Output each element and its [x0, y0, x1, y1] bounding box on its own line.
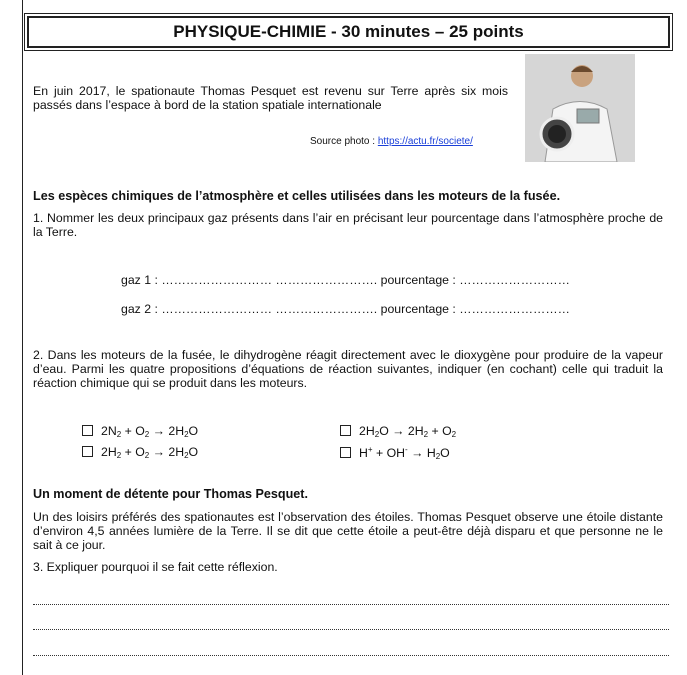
- answer-gaz2[interactable]: gaz 2 : ……………………… ……………………. pourcentage : ………………………: [121, 302, 570, 316]
- section2-heading: Un moment de détente pour Thomas Pesquet.: [33, 487, 308, 501]
- checkbox-c[interactable]: [82, 446, 93, 457]
- option-c[interactable]: $2H_2 + O_2 \to 2H_2O$: [82, 445, 198, 460]
- checkbox-b[interactable]: [340, 425, 351, 436]
- checkbox-d[interactable]: [340, 447, 351, 458]
- page-title: PHYSIQUE-CHIMIE - 30 minutes – 25 points: [27, 16, 670, 48]
- checkbox-a[interactable]: [82, 425, 93, 436]
- answer-line[interactable]: [33, 628, 669, 630]
- astronaut-illustration: [525, 54, 635, 162]
- source-label: Source photo :: [310, 136, 376, 147]
- section1-heading: Les espèces chimiques de l’atmosphère et celles utilisées dans les moteurs de la fusée.: [33, 189, 561, 203]
- answer-gaz1[interactable]: gaz 1 : ……………………… ……………………. pourcentage : ………………………: [121, 273, 570, 287]
- answer-line[interactable]: [33, 654, 669, 656]
- option-d[interactable]: $H^+ + OH^- \to H_2O$: [340, 445, 450, 461]
- question-3: 3. Expliquer pourquoi il se fait cette réflexion.: [33, 560, 278, 574]
- astronaut-photo: [525, 54, 635, 162]
- source-link[interactable]: https://actu.fr/societe/: [377, 136, 473, 147]
- photo-source: [310, 136, 473, 147]
- answer-line[interactable]: [33, 603, 669, 605]
- intro-text: En juin 2017, le spationaute Thomas Pesquet est revenu sur Terre après six mois passés dans l’espace à bord de la station spatiale internationale: [33, 84, 508, 112]
- question-2: 2. Dans les moteurs de la fusée, le dihydrogène réagit directement avec le dioxygène pour produire de la vapeur d’eau. Parmi les quatre propositions d’équations de réaction suivantes, indiquer (en cochant) celle qui traduit la réaction chimique qui se produit dans les moteurs.: [33, 348, 663, 390]
- question-1: 1. Nommer les deux principaux gaz présents dans l’air en précisant leur pourcentage dans l’atmosphère proche de la Terre.: [33, 211, 663, 239]
- option-a[interactable]: $2N_2 + O_2 \to 2H_2O$: [82, 424, 198, 439]
- section2-text: Un des loisirs préférés des spationautes est l’observation des étoiles. Thomas Pesquet observe une étoile distante d’environ 4,5 années lumière de la Terre. Il se dit que cette étoile a peut-être déjà disparu et que personne ne le sait à ce jour.: [33, 510, 663, 552]
- option-b[interactable]: $2H_2O \to 2H_2 + O_2$: [340, 424, 456, 439]
